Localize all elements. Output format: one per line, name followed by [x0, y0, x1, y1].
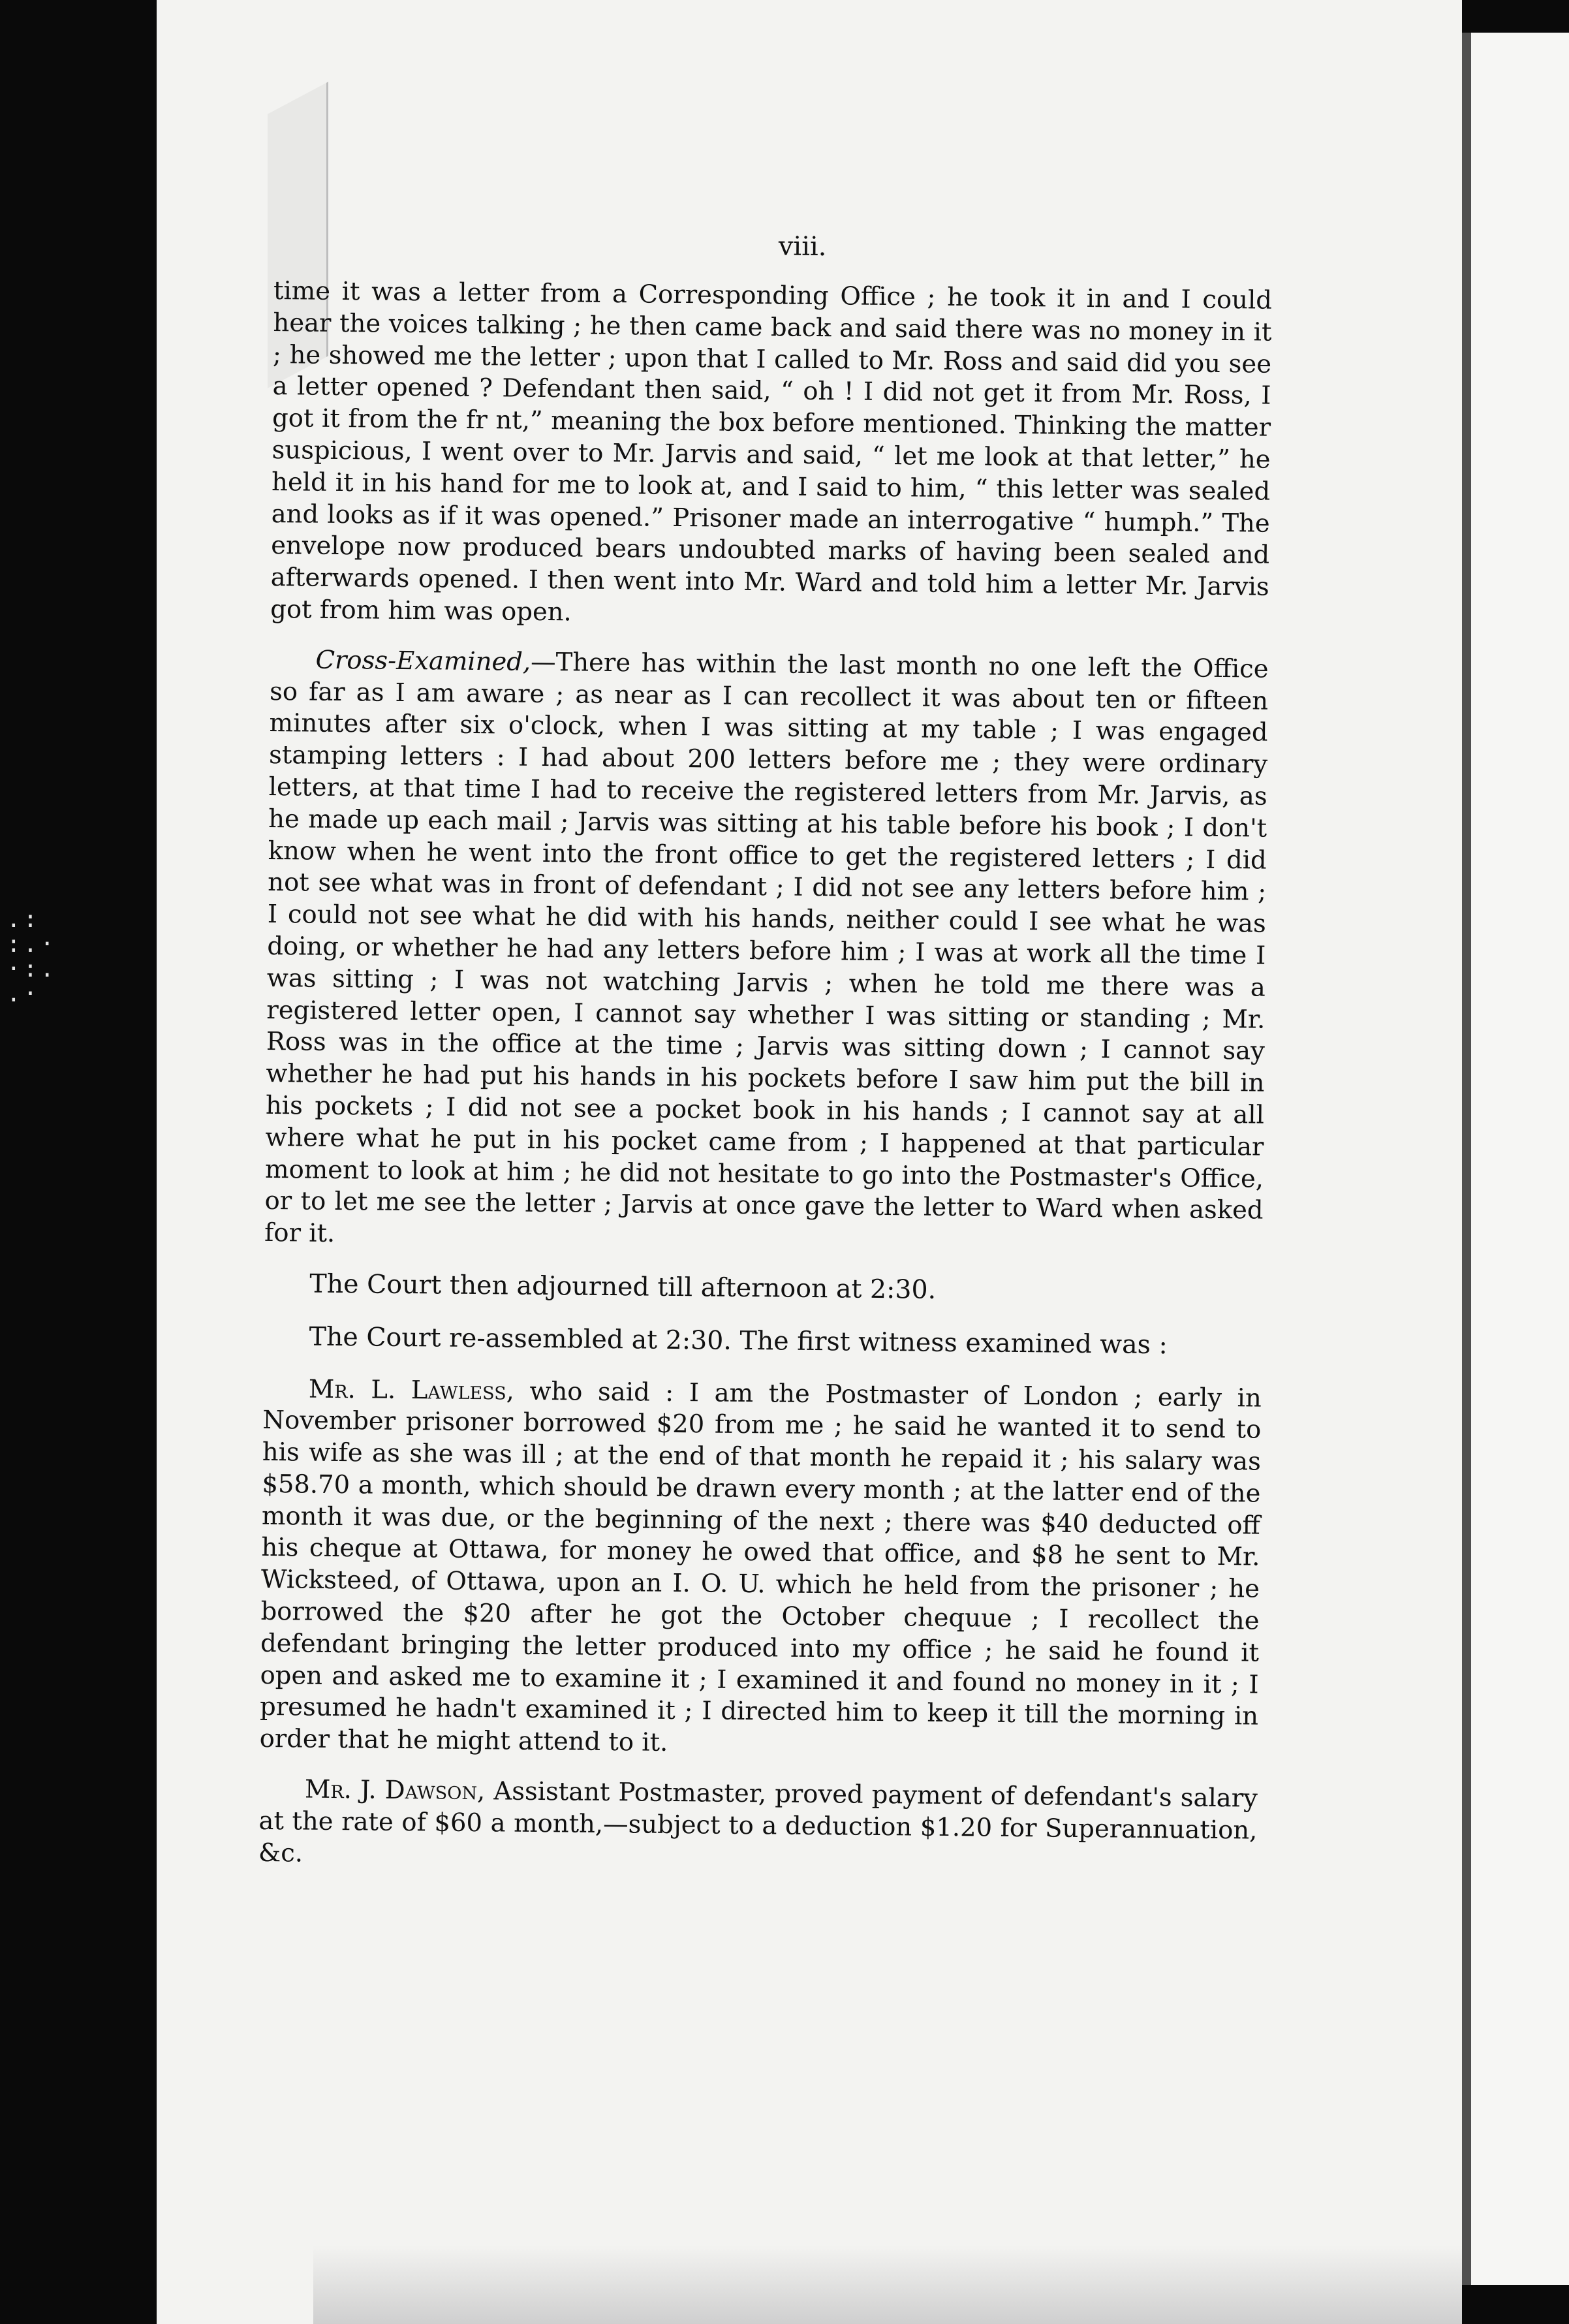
testimony-paragraph: time it was a letter from a Corresponding Office ; he took it in and I could hear the voices talking ; he then came back and said there was no money in it ; he showed me the letter ; upon that I called to Mr. Ross and said did you see a letter opened ? Defendant then said, “ oh ! I did not get it from Mr. Ross, I got it from the fr nt,” meaning the box before mentioned. Thinking the matter suspicious, I went over to Mr. Jarvis and said, “ let me look at that letter,” he held it in his hand for me to look at, and I said to him, “ this letter was sealed and looks as if it was opened.” Prisoner made an interrogative “ humph.” The envelope now produced bears undoubted marks of having been sealed and afterwards opened. I then went into Mr. Ward and told him a letter Mr. Jarvis got from him was open.	[270, 275, 1273, 627]
page-bottom-shadow	[313, 2246, 1462, 2324]
dawson-testimony-text: Assistant Postmaster, proved payment of defendant's salary at the rate of $60 a month,—subject to a deduction $1.20 for Superannuation, &c.	[258, 1776, 1258, 1868]
court-adjourned-line: The Court then adjourned till afternoon at 2:30.	[309, 1268, 937, 1305]
body-text	[258, 222, 1273, 1897]
scan-artifact: .: :.· ·:. .·	[7, 906, 57, 1007]
lawless-testimony-text: who said : I am the Postmaster of London ; early in November prisoner borrowed $20 from me ; he said he wanted it to send to his wife as she was ill ; at the end of that month he repaid it ; his salary was $58.70 a month, which should be drawn every month ; at the latter end of the month it was due, or the beginning of the next ; there was $40 deducted off his cheque at Ottawa, for money he owed that office, and $8 he sent to Mr. Wicksteed, of Ottawa, upon an I. O. U. which he held from the prisoner ; he borrowed the $20 after he got the October chequue ; I recollect the defendant bringing the letter produced into my office ; he said he found it open and asked me to examine it ; I examined it and found no money in it ; I presumed he hadn't examined it ; I directed him to keep it till the morning in order that he might attend to it.	[259, 1376, 1262, 1758]
cross-examined-heading: Cross-Examined,	[315, 645, 531, 677]
dawson-testimony-paragraph	[258, 1774, 1258, 1879]
page-number: viii.	[778, 231, 827, 262]
court-reassembled-line: The Court re-assembled at 2:30. The first witness examined was :	[309, 1321, 1168, 1360]
cross-examination-paragraph	[264, 644, 1269, 1259]
lawless-testimony-paragraph	[259, 1373, 1262, 1765]
witness-name-lawless: Mr. L. Lawless,	[308, 1374, 515, 1406]
witness-name-dawson: Mr. J. Dawson,	[304, 1774, 486, 1806]
adjacent-page-edge	[1468, 33, 1569, 2285]
cross-examination-text: —There has within the last month no one left the Office so far as I am aware ; as near as I can recollect it was about ten or fifteen minutes after six o'clock, when I was sitting at my table ; I was engaged stamping letters : I had about 200 letters before me ; they were ordinary letters, at that time I had to receive the registered letters from Mr. Jarvis, as he made up each mail ; Jarvis was sitting at his table before his book ; I don't know when he went into the front office to get the registered letters ; I did not see what was in front of defendant ; I did not see any letters before him ; I could not see what he did with his hands, neither could I see what he was doing, or whether he had any letters before him ; I was at work all the time I was sitting ; I was not watching Jarvis ; when he told me there was a registered letter open, I cannot say whether I was sitting or standing ; Mr. Ross was in the office at the time ; Jarvis was sitting down ; I cannot say whether he had put his hands in his pockets before I saw him put the bill in his pockets ; I did not see a pocket book in his hands ; I cannot say at all where what he put in his pocket came from ; I happened at that particular moment to look at him ; he did not hesitate to go into the Postmaster's Office, or to let me see the letter ; Jarvis at once gave the letter to Ward when asked for it.	[264, 647, 1269, 1249]
